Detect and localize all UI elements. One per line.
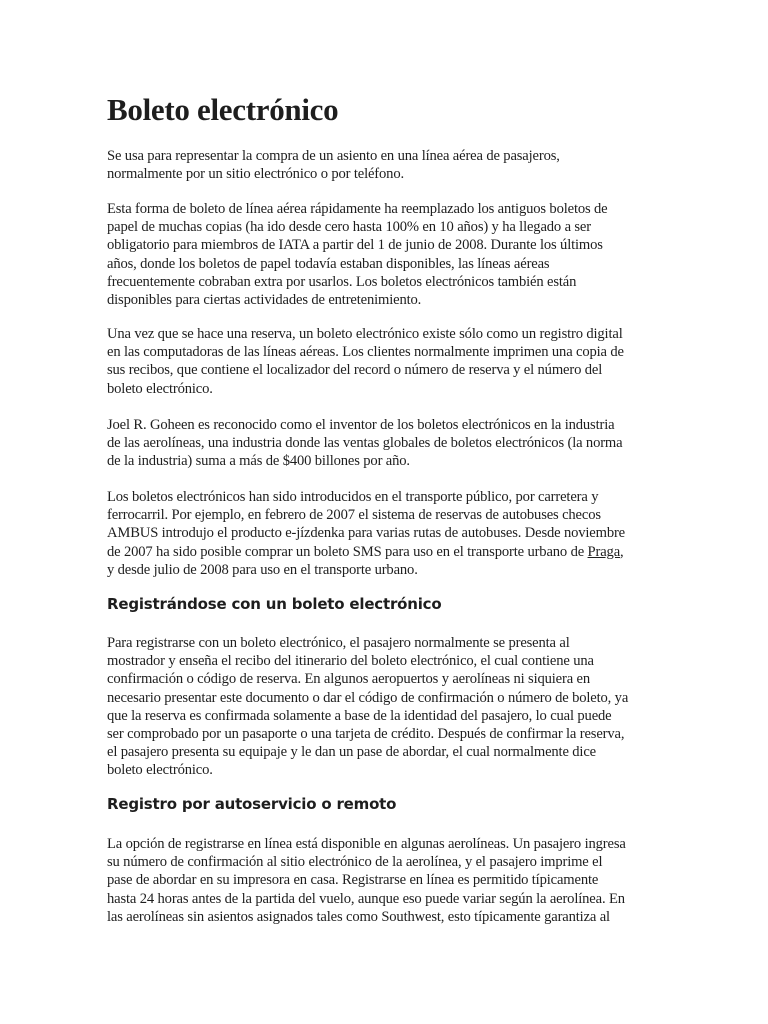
text-line: boleto electrónico. bbox=[107, 762, 213, 779]
text-line: sus recibos, que contiene el localizador del record o número de reserva y el número del bbox=[107, 362, 603, 379]
text-line: que la reserva es confirmada solamente a base de la identidad del pasajero, lo cual puede bbox=[107, 707, 612, 724]
text-line-with-link bbox=[107, 543, 659, 561]
text-line: las aerolíneas sin asientos asignados tales como Southwest, esto típicamente garantiza al bbox=[107, 908, 610, 925]
text-line: pase de abordar en su impresora en casa. Registrarse en línea es permitido típicamente bbox=[107, 872, 599, 889]
text-line: Joel R. Goheen es reconocido como el inventor de los boletos electrónicos en la industria bbox=[107, 417, 615, 433]
paragraph-inventor bbox=[107, 416, 659, 471]
text-line: mostrador y enseña el recibo del itinerario del boleto electrónico, el cual contiene una bbox=[107, 653, 594, 670]
paragraph-reservation bbox=[107, 325, 659, 398]
text-line: años, donde los boletos de papel todavía estaban disponibles, las líneas aéreas bbox=[107, 255, 550, 272]
text-line: hasta 24 horas antes de la partida del vuelo, aunque eso puede variar según la aerolínea. En bbox=[107, 890, 625, 907]
paragraph-checkin bbox=[107, 634, 659, 780]
text-line: AMBUS introdujo el producto e-jízdenka para varias rutas de autobuses. Desde noviembre bbox=[107, 525, 626, 542]
document-title: Boleto electrónico bbox=[107, 92, 339, 127]
paragraph-history bbox=[107, 200, 659, 309]
text-line: y desde julio de 2008 para uso en el transporte urbano. bbox=[107, 561, 418, 578]
text-line: obligatorio para miembros de IATA a partir del 1 de junio de 2008. Durante los últimos bbox=[107, 237, 603, 254]
text-line: ser comprobado por un pasaporte o una tarjeta de crédito. Después de confirmar la reserva, bbox=[107, 726, 625, 743]
text-line: de las aerolíneas, una industria donde las ventas globales de boletos electrónicos (la norma bbox=[107, 435, 623, 452]
text-segment: de 2007 ha sido posible comprar un boleto SMS para uso en el transporte urbano de bbox=[107, 543, 588, 560]
praga-link[interactable]: Praga bbox=[587, 543, 621, 560]
text-line: normalmente por un sitio electrónico o por teléfono. bbox=[107, 166, 404, 183]
text-line: su número de confirmación al sitio electrónico de la aerolínea, y el pasajero imprime el bbox=[107, 854, 603, 871]
text-line: La opción de registrarse en línea está disponible en algunas aerolíneas. Un pasajero ingresa bbox=[107, 836, 626, 852]
text-line: necesario presentar este documento o dar el código de confirmación o número de boleto, ya bbox=[107, 689, 629, 706]
text-line: frecuentemente cobraban extra por usarlos. Los boletos electrónicos también están bbox=[107, 273, 577, 290]
text-line: Para registrarse con un boleto electrónico, el pasajero normalmente se presenta al bbox=[107, 635, 570, 651]
text-line: Esta forma de boleto de línea aérea rápidamente ha reemplazado los antiguos boletos de bbox=[107, 201, 608, 217]
paragraph-self-service bbox=[107, 835, 659, 926]
text-line: papel de muchas copias (ha ido desde cero hasta 100% en 10 años) y ha llegado a ser bbox=[107, 219, 591, 236]
text-line: en las computadoras de las líneas aéreas. Los clientes normalmente imprimen una copia de bbox=[107, 344, 624, 361]
section-heading-self-service: Registro por autoservicio o remoto bbox=[107, 795, 397, 813]
paragraph-transport bbox=[107, 488, 659, 579]
section-heading-checkin: Registrándose con un boleto electrónico bbox=[107, 595, 442, 613]
text-line: Se usa para representar la compra de un asiento en una línea aérea de pasajeros, bbox=[107, 148, 560, 164]
text-line: ferrocarril. Por ejemplo, en febrero de 2007 el sistema de reservas de autobuses checos bbox=[107, 507, 601, 524]
text-line: de la industria) suma a más de $400 billones por año. bbox=[107, 453, 410, 470]
paragraph-intro bbox=[107, 147, 659, 183]
text-line: el pasajero presenta su equipaje y le dan un pase de abordar, el cual normalmente dice bbox=[107, 744, 596, 761]
text-line: Los boletos electrónicos han sido introducidos en el transporte público, por carretera y bbox=[107, 489, 599, 505]
text-line: Una vez que se hace una reserva, un boleto electrónico existe sólo como un registro digital bbox=[107, 326, 623, 342]
text-line: disponibles para ciertas actividades de entretenimiento. bbox=[107, 292, 422, 309]
text-line: confirmación o código de reserva. En algunos aeropuertos y aerolíneas ni siquiera en bbox=[107, 671, 591, 688]
text-line: boleto electrónico. bbox=[107, 380, 213, 397]
text-segment: , bbox=[620, 543, 624, 560]
